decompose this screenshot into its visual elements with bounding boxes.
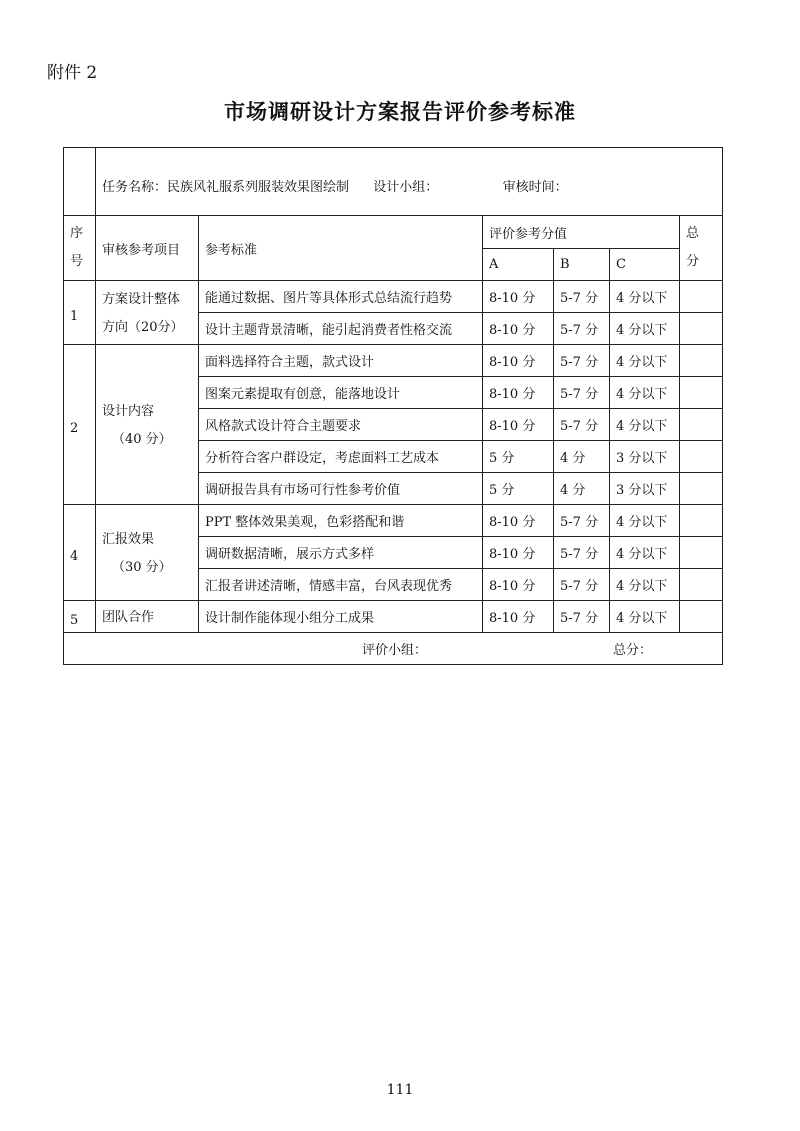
total-header-line-1: 总 (686, 226, 700, 241)
grade-c-cell: 4 分以下 (610, 377, 680, 409)
item-cell (96, 345, 199, 505)
standard-cell: PPT 整体效果美观，色彩搭配和谐 (199, 505, 483, 537)
table-row (64, 601, 723, 633)
grade-c-cell: 3 分以下 (610, 473, 680, 505)
total-score-cell (680, 505, 723, 537)
task-name: 任务名称：民族风礼服系列服装效果图绘制 (102, 180, 350, 195)
grade-c-cell: 4 分以下 (610, 409, 680, 441)
grade-b-cell: 5-7 分 (554, 281, 610, 313)
total-score-cell (680, 313, 723, 345)
table-row (64, 505, 723, 537)
grade-a-cell: 8-10 分 (483, 377, 554, 409)
item-cell (96, 281, 199, 345)
footer-cell (64, 633, 723, 665)
grade-c-cell: 4 分以下 (610, 537, 680, 569)
grade-a-cell: 8-10 分 (483, 281, 554, 313)
total-score-cell (680, 377, 723, 409)
total-score-cell (680, 473, 723, 505)
item-line: 设计内容 (102, 403, 155, 419)
item-line: （40 分） (112, 431, 172, 447)
total-score-cell (680, 345, 723, 377)
total-score-cell (680, 441, 723, 473)
info-row (64, 148, 723, 216)
total-score-cell (680, 601, 723, 633)
standard-cell: 设计主题背景清晰，能引起消费者性格交流 (199, 313, 483, 345)
evaluation-table (63, 147, 723, 665)
total-score-cell (680, 409, 723, 441)
grade-a-cell: 8-10 分 (483, 345, 554, 377)
grade-c-cell: 4 分以下 (610, 569, 680, 601)
seq-header-line-1: 序 (70, 226, 84, 241)
footer-row (64, 633, 723, 665)
grade-c-cell: 4 分以下 (610, 505, 680, 537)
grade-b-cell: 5-7 分 (554, 345, 610, 377)
grade-c-cell: 4 分以下 (610, 601, 680, 633)
standard-header: 参考标准 (199, 216, 483, 281)
grade-b-cell: 4 分 (554, 473, 610, 505)
document-title: 市场调研设计方案报告评价参考标准 (224, 100, 576, 124)
attachment-label: 附件 2 (47, 63, 98, 83)
seq-cell: 1 (64, 281, 96, 345)
seq-header-line-2: 号 (70, 254, 84, 269)
grade-b-cell: 5-7 分 (554, 377, 610, 409)
grade-b-cell: 5-7 分 (554, 409, 610, 441)
standard-cell: 图案元素提取有创意，能落地设计 (199, 377, 483, 409)
grade-b-header: B (554, 249, 610, 281)
standard-cell: 能通过数据、图片等具体形式总结流行趋势 (199, 281, 483, 313)
table-row (64, 345, 723, 377)
info-cell (96, 148, 723, 216)
total-score-cell (680, 537, 723, 569)
item-line: 汇报效果 (102, 531, 155, 547)
score-ref-header: 评价参考分值 (483, 216, 680, 249)
total-score-cell (680, 281, 723, 313)
grade-a-cell: 8-10 分 (483, 409, 554, 441)
grade-a-cell: 5 分 (483, 441, 554, 473)
standard-cell: 分析符合客户群设定，考虑面料工艺成本 (199, 441, 483, 473)
grade-c-cell: 4 分以下 (610, 281, 680, 313)
review-time-label: 审核时间： (502, 180, 568, 195)
evaluation-group-label: 评价小组： (362, 643, 428, 658)
grade-b-cell: 5-7 分 (554, 505, 610, 537)
grade-a-cell: 8-10 分 (483, 505, 554, 537)
standard-cell: 风格款式设计符合主题要求 (199, 409, 483, 441)
standard-cell: 面料选择符合主题，款式设计 (199, 345, 483, 377)
grade-c-cell: 4 分以下 (610, 345, 680, 377)
standard-cell: 调研报告具有市场可行性参考价值 (199, 473, 483, 505)
grade-b-cell: 5-7 分 (554, 569, 610, 601)
seq-cell: 2 (64, 345, 96, 505)
seq-header (64, 216, 96, 281)
grade-a-cell: 8-10 分 (483, 313, 554, 345)
page-number: 111 (386, 1082, 414, 1098)
grade-c-header: C (610, 249, 680, 281)
seq-cell: 4 (64, 505, 96, 601)
item-line: 团队合作 (102, 609, 155, 625)
grade-c-cell: 3 分以下 (610, 441, 680, 473)
grade-a-header: A (483, 249, 554, 281)
total-header-line-2: 分 (686, 254, 700, 269)
grade-b-cell: 5-7 分 (554, 313, 610, 345)
header-row-1 (64, 216, 723, 249)
design-group-label: 设计小组： (373, 180, 439, 195)
grade-b-cell: 4 分 (554, 441, 610, 473)
total-header (680, 216, 723, 281)
item-line: 方案设计整体 (102, 291, 181, 307)
standard-cell: 设计制作能体现小组分工成果 (199, 601, 483, 633)
grade-a-cell: 5 分 (483, 473, 554, 505)
grade-b-cell: 5-7 分 (554, 537, 610, 569)
standard-cell: 汇报者讲述清晰，情感丰富，台风表现优秀 (199, 569, 483, 601)
item-header: 审核参考项目 (96, 216, 199, 281)
grade-c-cell: 4 分以下 (610, 313, 680, 345)
item-cell (96, 601, 199, 633)
info-blank-cell (64, 148, 96, 216)
seq-cell: 5 (64, 601, 96, 633)
item-line: （30 分） (112, 559, 172, 575)
standard-cell: 调研数据清晰，展示方式多样 (199, 537, 483, 569)
grade-a-cell: 8-10 分 (483, 601, 554, 633)
total-score-label: 总分： (613, 643, 653, 658)
item-cell (96, 505, 199, 601)
table-row (64, 281, 723, 313)
grade-a-cell: 8-10 分 (483, 537, 554, 569)
grade-a-cell: 8-10 分 (483, 569, 554, 601)
total-score-cell (680, 569, 723, 601)
grade-b-cell: 5-7 分 (554, 601, 610, 633)
item-line: 方向（20分） (102, 319, 184, 335)
